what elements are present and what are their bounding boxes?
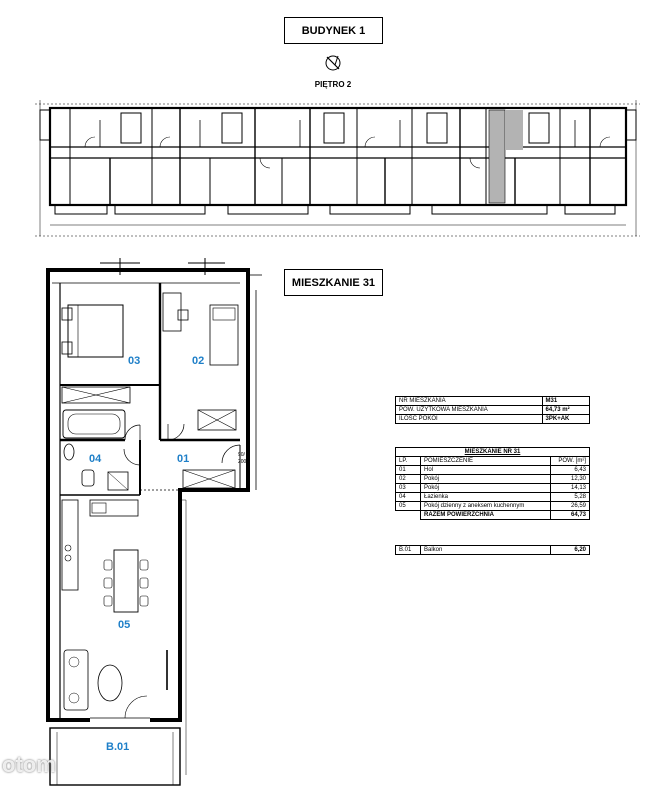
table-row bbox=[396, 415, 590, 424]
door-dim-bottom: 200 bbox=[238, 459, 247, 465]
total-label: RAZEM POWIERZCHNIA bbox=[421, 511, 551, 520]
balcony-area: 6,20 bbox=[551, 546, 590, 555]
room-label-02: 02 bbox=[192, 355, 205, 367]
apartment-title: MIESZKANIE 31 bbox=[284, 269, 383, 296]
col-lp: LP. bbox=[396, 457, 421, 466]
row-lp: 05 bbox=[396, 502, 421, 511]
info-value: M31 bbox=[542, 397, 589, 406]
balcony-name: Balkon bbox=[421, 546, 551, 555]
row-lp: 02 bbox=[396, 475, 421, 484]
balcony-lp: B.01 bbox=[396, 546, 421, 555]
balcony-table bbox=[395, 545, 590, 555]
door-dim-top: 90/ bbox=[238, 452, 245, 458]
building-title: BUDYNEK 1 bbox=[284, 17, 383, 44]
table-row bbox=[396, 493, 590, 502]
table-row bbox=[396, 397, 590, 406]
table-row bbox=[396, 406, 590, 415]
highlighted-apartment bbox=[489, 110, 505, 203]
row-name: Pokój dzienny z aneksem kuchennym bbox=[421, 502, 551, 511]
row-area: 6,43 bbox=[551, 466, 590, 475]
table-header-row bbox=[396, 457, 590, 466]
table-row bbox=[396, 466, 590, 475]
floor-label: PIĘTRO 2 bbox=[314, 80, 352, 89]
table-title-row bbox=[396, 448, 590, 457]
room-label-05: 05 bbox=[118, 619, 131, 631]
apartment-plan bbox=[48, 258, 262, 785]
north-compass-icon bbox=[326, 56, 340, 70]
row-area: 26,59 bbox=[551, 502, 590, 511]
row-area: 5,28 bbox=[551, 493, 590, 502]
row-area: 12,30 bbox=[551, 475, 590, 484]
room-label-b01: B.01 bbox=[106, 741, 130, 753]
info-label: POW. UŻYTKOWA MIESZKANIA bbox=[396, 406, 543, 415]
row-area: 14,13 bbox=[551, 484, 590, 493]
total-spacer bbox=[396, 511, 421, 520]
row-name: Pokój bbox=[421, 475, 551, 484]
room-label-03: 03 bbox=[128, 355, 141, 367]
row-name: Łazienka bbox=[421, 493, 551, 502]
row-name: Pokój bbox=[421, 484, 551, 493]
total-value: 64,73 bbox=[551, 511, 590, 520]
col-name: POMIESZCZENIE bbox=[421, 457, 551, 466]
info-value: 64,73 m² bbox=[542, 406, 589, 415]
col-area: POW. [m²] bbox=[551, 457, 590, 466]
rooms-table-title: MIESZKANIE NR 31 bbox=[396, 448, 590, 457]
info-value: 3PK+AK bbox=[542, 415, 589, 424]
row-lp: 03 bbox=[396, 484, 421, 493]
table-row bbox=[396, 475, 590, 484]
row-name: Hol bbox=[421, 466, 551, 475]
room-label-01: 01 bbox=[177, 453, 190, 465]
table-row bbox=[396, 484, 590, 493]
info-label: ILOŚĆ POKOI bbox=[396, 415, 543, 424]
row-lp: 01 bbox=[396, 466, 421, 475]
table-row bbox=[396, 546, 590, 555]
building-overview-plan bbox=[35, 100, 640, 236]
apartment-info-table bbox=[395, 396, 590, 424]
row-lp: 04 bbox=[396, 493, 421, 502]
room-label-04: 04 bbox=[89, 453, 102, 465]
rooms-area-table bbox=[395, 447, 590, 520]
table-total-row bbox=[396, 511, 590, 520]
info-label: NR MIESZKANIA bbox=[396, 397, 543, 406]
watermark-logo: otom bbox=[2, 752, 56, 777]
table-row bbox=[396, 502, 590, 511]
